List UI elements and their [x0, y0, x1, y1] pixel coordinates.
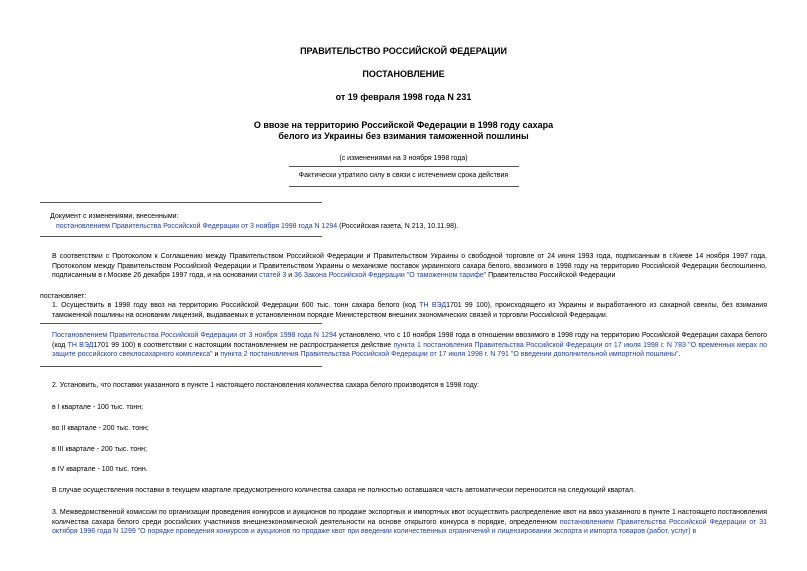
document-subject-line2: белого из Украины без взимания таможенной пошлины — [278, 131, 529, 141]
changes-note: (с изменениями на 3 ноября 1998 года) — [339, 155, 468, 162]
resolution-791-link[interactable]: пункта 2 постановления Правительства Российской Федерации от 17 июля 1998 г. N 791 "О введении дополнительной импортной пошлины" — [220, 351, 679, 358]
document-type: ПОСТАНОВЛЕНИЕ — [362, 69, 445, 79]
divider — [40, 323, 322, 324]
law-article-36-link[interactable]: 36 Закона Российской Федерации "О таможенном тарифе" — [294, 272, 487, 279]
divider — [289, 186, 519, 187]
item-1: 1. Осуществить в 1998 году ввоз на территорию Российской Федерации 600 тыс. тонн сахара белого (код ТН ВЭД1701 99 100), происходящего из Украины и выработанного из сахарной свеклы, без взимания таможенной пошлины на основании лицензий, выдаваемых в установленном порядке Министерством внешних экономических связей и торговли Российской Федерации. — [52, 302, 768, 319]
resolution-1299-link[interactable]: постановлением Правительства Российской Федерации от 31 октября 1996 года N 1299 "О порядке проведения конкурсов и аукционов по продаже квот при введении количественных ограничений и лицензировании экспорта и импорта товаров (работ, услуг) в — [52, 518, 767, 535]
document-subject-line1: О ввозе на территорию Российской Федерации в 1998 году сахара — [253, 120, 554, 130]
amendment-source: (Российская газета, N 213, 10.11.98). — [337, 223, 459, 230]
tnved-link-2[interactable]: ТН ВЭД — [67, 341, 94, 349]
law-article-3-link[interactable]: статей 3 — [259, 272, 287, 279]
divider — [40, 202, 322, 203]
divider — [40, 236, 322, 237]
tnved-link[interactable]: ТН ВЭД — [419, 302, 447, 309]
item-2-intro: 2. Установить, что поставки указанного в пункте 1 настоящего постановления количества сахара белого производятся в 1998 году: — [52, 382, 480, 389]
status-note: Фактически утратило силу в связи с истечением срока действия — [298, 172, 509, 179]
carry-over: В случае осуществления поставки в текущем квартале предусмотренного количества сахара не полностью оставшаяся часть автоматически переносится на следующий квартал. — [52, 487, 635, 494]
decides-label: постановляет: — [40, 293, 87, 300]
quarter-3: в III квартале - 200 тыс. тонн; — [52, 446, 147, 453]
quarter-4: в IV квартале - 100 тыс. тонн. — [52, 466, 148, 473]
document-date: от 19 февраля 1998 года N 231 — [335, 92, 472, 102]
amendments-intro: Документ с изменениями, внесенными: — [50, 213, 179, 220]
amendment-link[interactable]: постановлением Правительства Российской Федерации от 3 ноября 1998 года N 1294 — [56, 223, 338, 230]
amendments-line — [56, 222, 458, 232]
resolution-1294-link[interactable]: Постановлением Правительства Российской Федерации от 3 ноября 1998 года N 1294 — [52, 332, 337, 339]
resolution-783-link[interactable]: пункта 1 постановления Правительства Российской Федерации от 17 июля 1998 г. N 783 "О временных мерах по защите российского свеклосахарного комплекса" — [52, 341, 767, 358]
item-3: 3. Межведомственной комиссии по организации проведения конкурсов и аукционов по продаже экспортных и импортных квот осуществить распределение квот на ввоз указанного в пункте 1 настоящего постановления количества сахара белого среди российских участников внешнеэкономической деятельности на основе открытого конкурса в порядке, определенном постановлением Правительства Российской Федерации от 31 октября 1996 года N 1299 "О порядке проведения конкурсов и аукционов по продаже квот при введении количественных ограничений и лицензировании экспорта и импорта товаров (работ, услуг) в — [52, 509, 767, 535]
document-org: ПРАВИТЕЛЬСТВО РОССИЙСКОЙ ФЕДЕРАЦИИ — [300, 46, 507, 56]
divider — [289, 166, 519, 167]
amendment-note: Постановлением Правительства Российской Федерации от 3 ноября 1998 года N 1294 установлено, что с 10 ноября 1998 года в отношении ввозимого в 1998 году на территорию Российской Федерации сахара белого (код ТН ВЭД1701 99 100) в соответствии с настоящим постановлением не распространяется действие пункта 1 постановления Правительства Российской Федерации от 17 июля 1998 г. N 783 "О временных мерах по защите российского свеклосахарного комплекса" и пункта 2 постановления Правительства Российской Федерации от 17 июля 1998 г. N 791 "О введении дополнительной импортной пошлины". — [52, 332, 767, 358]
preamble: В соответствии с Протоколом к Соглашению между Правительством Российской Федерации и Правительством Украины о свободной торговле от 24 июня 1993 года, подписанным в г.Киеве 14 ноября 1997 года, Протоколом между Правительством Российской Федерации и Правительством Украины о механизме поставок украинского сахара белого, ввозимого в 1998 году на территорию Российской Федерации беспошлинно, подписанным в г.Москве 26 декабря 1997 года, и на основании статей 3 и 36 Закона Российской Федерации "О таможенном тарифе" Правительство Российской Федерации — [52, 253, 767, 279]
divider — [40, 366, 322, 367]
quarter-2: во II квартале - 200 тыс. тонн; — [52, 425, 149, 432]
quarter-1: в I квартале - 100 тыс. тонн; — [52, 404, 144, 411]
